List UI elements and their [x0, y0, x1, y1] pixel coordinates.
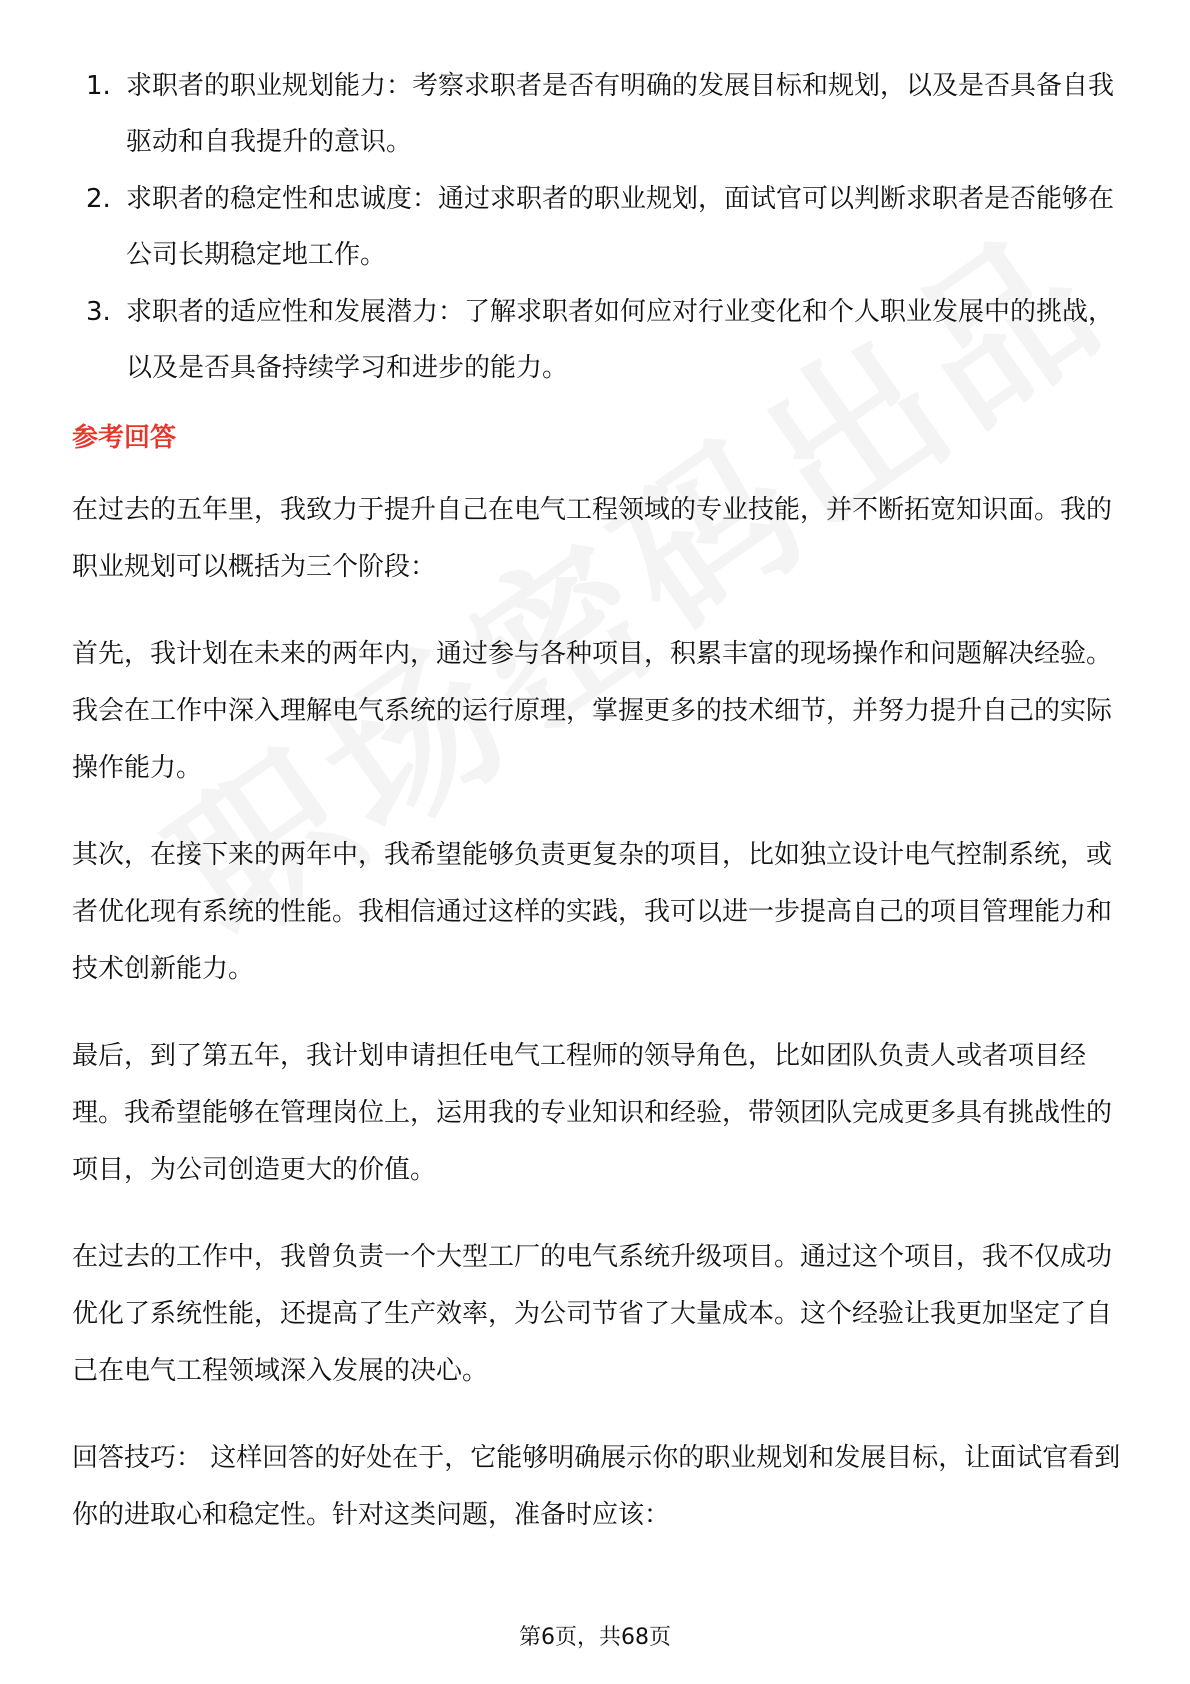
paragraph: 回答技巧： 这样回答的好处在于，它能够明确展示你的职业规划和发展目标，让面试官看到你的进取心和稳定性。针对这类问题，准备时应该： [72, 1443, 1121, 1530]
section-heading: 参考回答 [72, 423, 177, 453]
criteria-list [72, 58, 1122, 396]
list-item-number: 1. [86, 71, 111, 101]
paragraph: 其次，在接下来的两年中，我希望能够负责更复杂的项目，比如独立设计电气控制系统，或者优化现有系统的性能。我相信通过这样的实践，我可以进一步提高自己的项目管理能力和技术创新能力。 [72, 840, 1113, 984]
list-item-text: 求职者的稳定性和忠诚度：通过求职者的职业规划，面试官可以判断求职者是否能够在公司长期稳定地工作。 [126, 184, 1115, 270]
page-content [72, 58, 1122, 1574]
list-item-number: 2. [86, 184, 111, 214]
list-item-text: 求职者的适应性和发展潜力：了解求职者如何应对行业变化和个人职业发展中的挑战，以及是否具备持续学习和进步的能力。 [126, 297, 1115, 383]
page-number-footer: 第6页，共68页 [519, 1625, 671, 1650]
paragraph: 首先，我计划在未来的两年内，通过参与各种项目，积累丰富的现场操作和问题解决经验。我会在工作中深入理解电气系统的运行原理，掌握更多的技术细节，并努力提升自己的实际操作能力。 [72, 639, 1113, 783]
paragraph: 在过去的五年里，我致力于提升自己在电气工程领域的专业技能，并不断拓宽知识面。我的职业规划可以概括为三个阶段： [72, 495, 1113, 582]
list-item-text: 求职者的职业规划能力：考察求职者是否有明确的发展目标和规划，以及是否具备自我驱动和自我提升的意识。 [126, 71, 1115, 157]
list-item-number: 3. [86, 297, 111, 327]
list-item [72, 58, 1122, 170]
list-item [72, 171, 1122, 283]
paragraph: 最后，到了第五年，我计划申请担任电气工程师的领导角色，比如团队负责人或者项目经理。我希望能够在管理岗位上，运用我的专业知识和经验，带领团队完成更多具有挑战性的项目，为公司创造更大的价值。 [72, 1041, 1113, 1185]
list-item [72, 284, 1122, 396]
paragraph: 在过去的工作中，我曾负责一个大型工厂的电气系统升级项目。通过这个项目，我不仅成功优化了系统性能，还提高了生产效率，为公司节省了大量成本。这个经验让我更加坚定了自己在电气工程领域深入发展的决心。 [72, 1242, 1113, 1386]
